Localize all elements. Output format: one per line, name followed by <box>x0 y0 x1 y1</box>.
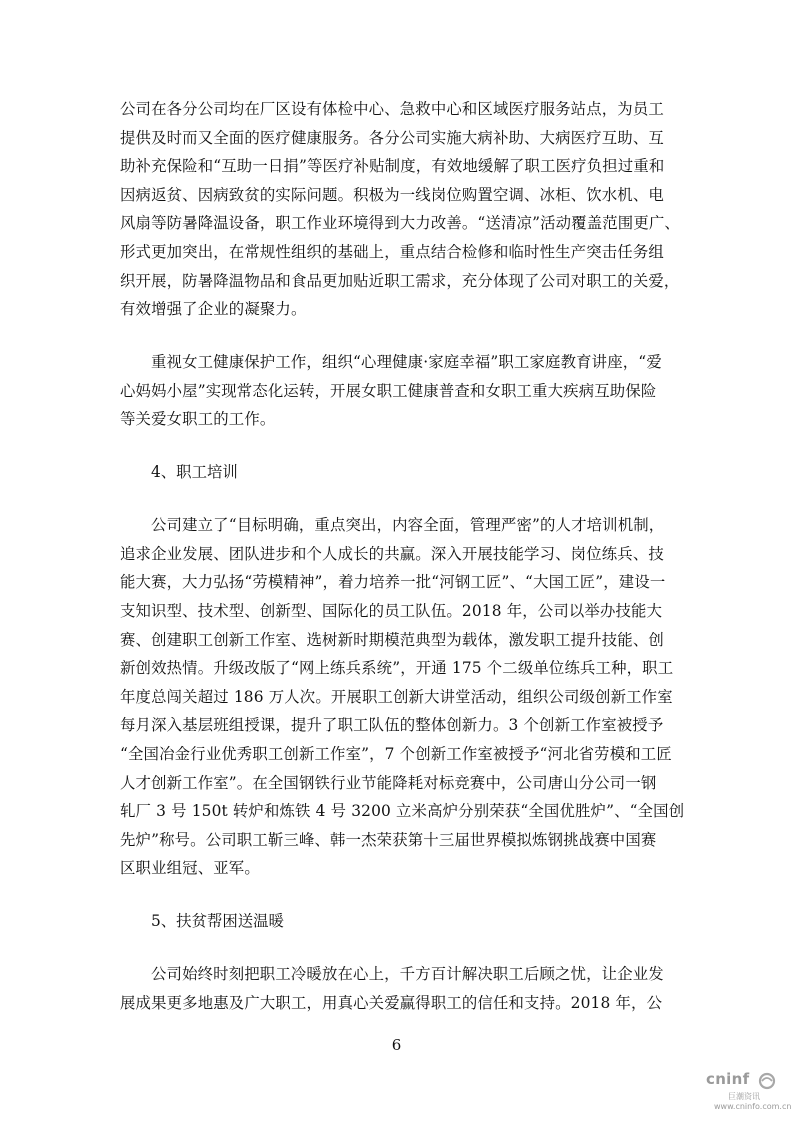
text-line: 因病返贫、因病致贫的实际问题。积极为一线岗位购置空调、冰柜、饮水机、电 <box>120 185 664 204</box>
text-line: 公司始终时刻把职工冷暖放在心上，千方百计解决职工后顾之忧，让企业发 <box>151 965 664 984</box>
section-heading-training: 4、职工培训 <box>151 463 238 482</box>
text-line: 公司在各分公司均在厂区设有体检中心、急救中心和区域医疗服务站点，为员工 <box>120 100 664 118</box>
text-line: 年度总闯关超过 186 万人次。开展职工创新大讲堂活动，组织公司级创新工作室 <box>120 687 673 706</box>
text-line: 先炉”称号。公司职工靳三峰、韩一杰荣获第十三届世界模拟炼钢挑战赛中国赛 <box>120 830 657 849</box>
text-line: 重视女工健康保护工作，组织“心理健康·家庭幸福”职工家庭教育讲座，“爱 <box>151 353 662 372</box>
page-number: 6 <box>391 1036 402 1054</box>
text-line: 公司建立了“目标明确，重点突出，内容全面，管理严密”的人才培训机制， <box>151 516 665 535</box>
text-line: “全国冶金行业优秀职工创新工作室”，7 个创新工作室被授予“河北省劳模和工匠 <box>120 745 672 764</box>
text-line: 心妈妈小屋”实现常态化运转，开展女职工健康普查和女职工重大疾病互助保险 <box>120 381 657 400</box>
text-line: 展成果更多地惠及广大职工，用真心关爱赢得职工的信任和支持。2018 年，公 <box>120 993 663 1012</box>
text-line: 人才创新工作室”。在全国钢铁行业节能降耗对标竞赛中，公司唐山分公司一钢 <box>120 773 657 792</box>
paragraph-medical <box>120 95 680 324</box>
text-line: 赛、创建职工创新工作室、选树新时期模范典型为载体，激发职工提升技能、创 <box>120 630 664 649</box>
text-line: 新创效热情。升级改版了“网上练兵系统”，开通 175 个二级单位练兵工种，职工 <box>120 659 674 678</box>
text-line: 每月深入基层班组授课，提升了职工队伍的整体创新力。3 个创新工作室被授予 <box>120 716 664 735</box>
paragraph-training <box>120 511 685 883</box>
text-line: 提供及时而又全面的医疗健康服务。各分公司实施大病补助、大病医疗互助、互 <box>120 128 664 147</box>
text-line: 有效增强了企业的凝聚力。 <box>120 300 307 319</box>
text-line: 能大赛，大力弘扬“劳模精神”，着力培养一批“河钢工匠”、“大国工匠”，建设一 <box>120 573 666 592</box>
section-heading-poverty-relief: 5、扶贫帮困送温暖 <box>151 912 284 931</box>
text-line: 助补充保险和“互助一日捐”等医疗补贴制度，有效地缓解了职工医疗负担过重和 <box>120 157 665 176</box>
text-line: 等关爱女职工的工作。 <box>120 410 276 429</box>
document-body <box>120 95 685 1018</box>
text-line: 风扇等防暑降温设备，职工作业环境得到大力改善。“送清凉”活动覆盖范围更广、 <box>120 214 680 233</box>
cninf-watermark <box>706 1070 792 1114</box>
text-line: 织开展，防暑降温物品和食品更加贴近职工需求，充分体现了公司对职工的关爱， <box>120 271 680 290</box>
text-line: 轧厂 3 号 150t 转炉和炼铁 4 号 3200 立米高炉分别荣获“全国优胜炉”、“全国创 <box>120 802 685 821</box>
paragraph-poverty-relief <box>120 960 680 1017</box>
watermark-brand: cninf <box>706 1070 750 1088</box>
text-line: 区职业组冠、亚军。 <box>120 859 260 878</box>
text-line: 形式更加突出，在常规性组织的基础上，重点结合检修和临时性生产突击任务组 <box>120 242 664 261</box>
text-line: 支知识型、技术型、创新型、国际化的员工队伍。2018 年，公司以举办技能大 <box>120 602 663 621</box>
cninf-logo-icon <box>758 1072 776 1090</box>
paragraph-female-workers <box>120 348 680 434</box>
text-line: 追求企业发展、团队进步和个人成长的共赢。深入开展技能学习、岗位练兵、技 <box>120 544 664 563</box>
watermark-sub: 巨潮资讯 <box>728 1092 760 1101</box>
watermark-url: www.cninfo.com.cn <box>714 1102 792 1111</box>
